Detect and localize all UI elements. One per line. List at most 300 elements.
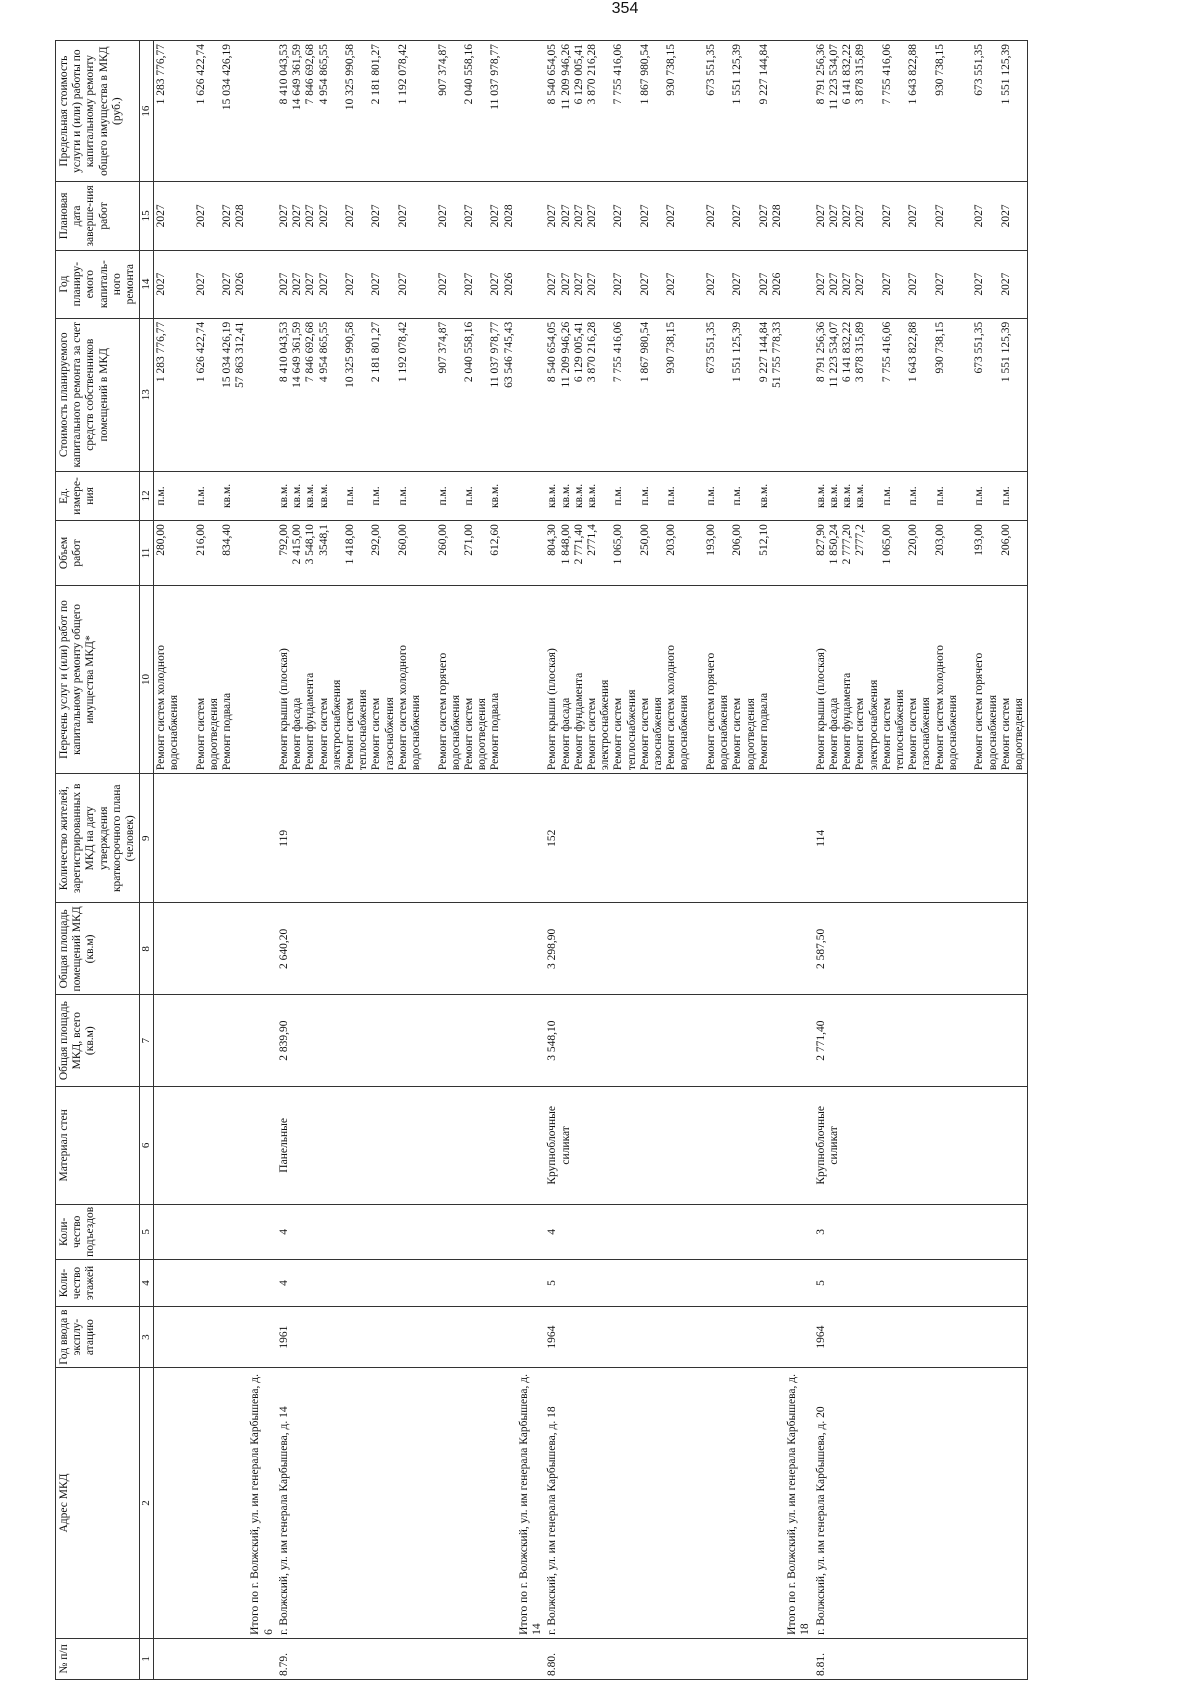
plan-date-list xyxy=(153,182,248,250)
cell-line: 4 954 865,55 xyxy=(317,321,330,383)
cell-line: 2027 xyxy=(572,272,585,296)
cell-line xyxy=(947,254,960,315)
works-list xyxy=(153,585,248,773)
table-row xyxy=(277,41,517,1680)
column-number: 6 xyxy=(140,1087,154,1205)
cell-line xyxy=(599,254,612,315)
cell-line: Ремонт подвала xyxy=(221,692,234,771)
cell-line xyxy=(868,185,881,246)
cell-line: п.м. xyxy=(907,486,920,506)
cell-line: 63 546 745,43 xyxy=(502,321,515,388)
cell-line xyxy=(652,322,665,468)
cell-line xyxy=(476,524,489,582)
cell-line: 2027 xyxy=(277,272,290,296)
area-premises: 2 640,20 xyxy=(277,903,517,995)
cell-line: 2027 xyxy=(665,272,678,296)
cell-line: 2028 xyxy=(502,204,515,228)
limit-cost-list xyxy=(153,41,248,182)
cell-line xyxy=(894,44,907,178)
unit-list xyxy=(814,471,1028,520)
total-label: Итого по г. Волжский, ул. им генерала Карбышева, д. 18 xyxy=(785,1368,813,1639)
cell-line xyxy=(960,524,973,582)
cell-line: 1 848,00 xyxy=(559,524,572,565)
column-number: 13 xyxy=(140,318,154,471)
header-cell: Год ввода в эксплу-атацию xyxy=(56,1307,140,1368)
cost-list xyxy=(814,318,1028,471)
cell-line: 7 755 416,06 xyxy=(880,44,893,105)
cell-line xyxy=(626,44,639,178)
row-number: 8.81. xyxy=(814,1638,1028,1679)
cell-line: 673 551,35 xyxy=(704,321,717,374)
cell-line: Ремонт фундамента xyxy=(572,672,585,771)
cell-line: 1 626 422,74 xyxy=(194,44,207,105)
cell-line xyxy=(745,475,758,517)
cell-line: 2026 xyxy=(502,272,515,296)
cell-line: кв.м. xyxy=(291,483,304,508)
cell-line: 8 410 043,53 xyxy=(277,44,290,105)
cell-line xyxy=(678,254,691,315)
cell-line: Ремонт систем горячего xyxy=(973,652,986,771)
cell-line: водоснабжения xyxy=(168,694,181,771)
cell-line xyxy=(331,185,344,246)
cell-line xyxy=(331,322,344,468)
cell-line xyxy=(678,322,691,468)
total-label: Итого по г. Волжский, ул. им генерала Карбышева, д. 14 xyxy=(517,1368,545,1639)
cost-list xyxy=(277,318,517,471)
cell-line: кв.м. xyxy=(317,483,330,508)
cell-line: 3 870 216,28 xyxy=(585,321,598,383)
cell-line xyxy=(410,475,423,517)
cell-line: 3548,1 xyxy=(317,524,330,556)
cell-line: 2027 xyxy=(154,204,167,228)
cell-line xyxy=(745,322,758,468)
cell-line: 6 141 832,22 xyxy=(841,321,854,383)
cell-line: Ремонт фасада xyxy=(291,697,304,771)
cell-line xyxy=(692,589,705,770)
header-row xyxy=(56,41,140,1680)
cell-line: п.м. xyxy=(462,486,475,506)
cell-line: кв.м. xyxy=(221,483,234,508)
cell-line: п.м. xyxy=(638,486,651,506)
area-total: 2 839,90 xyxy=(277,995,517,1087)
header-cell: Стоимость планируемого капитального ремонта за счет средств собственников помещений в МКД xyxy=(56,318,140,471)
address: г. Волжский, ул. им генерала Карбышева, д. 20 xyxy=(814,1368,1028,1639)
cell-line xyxy=(181,589,194,770)
cell-line xyxy=(423,589,436,770)
unit-list xyxy=(545,471,785,520)
cell-line: 2027 xyxy=(880,204,893,228)
cell-line xyxy=(692,185,705,246)
cell-line: 3 878 315,89 xyxy=(854,44,867,105)
cell-line: п.м. xyxy=(194,486,207,506)
cell-line: 804,30 xyxy=(546,524,559,556)
cell-line xyxy=(652,185,665,246)
cell-line xyxy=(208,524,221,582)
table-row xyxy=(814,41,1028,1680)
area-premises: 3 298,90 xyxy=(545,903,785,995)
cell-line xyxy=(357,322,370,468)
cell-line xyxy=(423,44,436,178)
cell-line xyxy=(384,524,397,582)
cell-line: 11 037 978,77 xyxy=(489,321,502,388)
cell-line: 673 551,35 xyxy=(704,44,717,96)
cell-line: 193,00 xyxy=(973,524,986,556)
cell-line: Ремонт крыши (плоская) xyxy=(814,648,827,771)
cell-line: 2027 xyxy=(973,272,986,296)
cell-line: 15 034 426,19 xyxy=(221,321,234,388)
header-cell: № п/п xyxy=(56,1638,140,1679)
repair-year-list xyxy=(153,250,248,318)
column-number-row xyxy=(140,41,154,1680)
floors: 5 xyxy=(814,1259,1028,1306)
cell-line: 1 850,24 xyxy=(827,524,840,565)
works-list xyxy=(814,585,1028,773)
cell-line: 2027 xyxy=(854,204,867,228)
header-cell: Плановая дата заверше-ния работ xyxy=(56,182,140,250)
cell-line xyxy=(987,475,1000,517)
cell-line: 2771,4 xyxy=(585,524,598,556)
cell-line: 3 878 315,89 xyxy=(854,321,867,383)
cell-line xyxy=(384,185,397,246)
header-cell: Год планиру-емого капиталь-ного ремонта xyxy=(56,250,140,318)
wall-material: Крупноблочные силикат xyxy=(814,1087,1028,1205)
cell-line: теплоснабжения xyxy=(625,689,638,771)
cell-line xyxy=(181,185,194,246)
cell-line: теплоснабжения xyxy=(357,689,370,771)
cell-line: электроснабжения xyxy=(599,679,612,771)
cell-line: 14 649 361,59 xyxy=(291,44,304,111)
cell-line: 9 227 144,84 xyxy=(757,44,770,105)
works-list xyxy=(277,585,517,773)
cell-line xyxy=(357,44,370,178)
cell-line xyxy=(960,185,973,246)
cell-line xyxy=(168,254,181,315)
cell-line: кв.м. xyxy=(854,483,867,508)
cell-line: 6 141 832,22 xyxy=(841,44,854,105)
header-cell: Общая площадь помещений МКД (кв.м) xyxy=(56,903,140,995)
cell-line xyxy=(208,322,221,468)
cell-line: 203,00 xyxy=(933,524,946,556)
cell-line: Ремонт систем xyxy=(854,697,867,771)
cell-line: водоснабжения xyxy=(946,694,959,771)
cell-line xyxy=(410,185,423,246)
cell-line: 7 755 416,06 xyxy=(880,321,893,383)
cell-line: 7 846 692,68 xyxy=(304,44,317,105)
cell-line: 220,00 xyxy=(907,524,920,556)
cell-line: 2777,2 xyxy=(854,524,867,556)
cell-line: кв.м. xyxy=(572,483,585,508)
cell-line: 907 374,87 xyxy=(436,44,449,96)
cell-line: 2027 xyxy=(221,204,234,228)
cell-line xyxy=(599,322,612,468)
cell-line: 930 738,15 xyxy=(665,44,678,96)
cell-line: Ремонт систем xyxy=(880,697,893,771)
cell-line xyxy=(652,524,665,582)
cell-line: 206,00 xyxy=(731,524,744,556)
cell-line xyxy=(476,254,489,315)
header-cell: Материал стен xyxy=(56,1087,140,1205)
cell-line: 673 551,35 xyxy=(973,321,986,374)
cell-line: Ремонт подвала xyxy=(489,692,502,771)
cell-line: кв.м. xyxy=(304,483,317,508)
cell-line: 1 283 776,77 xyxy=(154,44,167,105)
cell-line: 2027 xyxy=(827,272,840,296)
cell-line: 1 192 078,42 xyxy=(396,321,409,383)
cost-list xyxy=(545,318,785,471)
cell-line: водоотведения xyxy=(207,698,220,771)
cell-line: п.м. xyxy=(704,486,717,506)
cell-line: Ремонт систем xyxy=(612,697,625,771)
cell-line: Ремонт систем xyxy=(907,697,920,771)
cell-line: газоснабжения xyxy=(652,697,665,771)
cell-line xyxy=(745,254,758,315)
cell-line: 2027 xyxy=(546,272,559,296)
cell-line: 2027 xyxy=(489,272,502,296)
cell-line xyxy=(920,524,933,582)
cell-line: 2027 xyxy=(462,204,475,228)
cell-line: Ремонт крыши (плоская) xyxy=(277,648,290,771)
cell-line xyxy=(357,475,370,517)
cell-line: кв.м. xyxy=(814,483,827,508)
cell-line xyxy=(987,185,1000,246)
cell-line xyxy=(331,524,344,582)
cell-line: Ремонт систем xyxy=(344,697,357,771)
cell-line: 14 649 361,59 xyxy=(291,321,304,388)
cell-line: 1 867 980,54 xyxy=(638,44,651,105)
cell-line: 612,60 xyxy=(489,524,502,556)
cell-line: 930 738,15 xyxy=(665,321,678,374)
cell-line: 2027 xyxy=(277,204,290,228)
cell-line: 2027 xyxy=(973,204,986,228)
cell-line xyxy=(960,44,973,178)
cell-line: 2027 xyxy=(731,204,744,228)
cell-line: 260,00 xyxy=(436,524,449,556)
cell-line xyxy=(947,475,960,517)
cell-line: 834,40 xyxy=(221,524,234,556)
cell-line: 292,00 xyxy=(370,524,383,556)
cell-line xyxy=(947,524,960,582)
cell-line: 1 551 125,39 xyxy=(731,321,744,383)
cell-line xyxy=(960,254,973,315)
cell-line: 2027 xyxy=(731,272,744,296)
cell-line xyxy=(476,44,489,178)
cell-line: 51 755 778,33 xyxy=(771,321,784,388)
cell-line: 2027 xyxy=(194,272,207,296)
cell-line: п.м. xyxy=(396,486,409,506)
cell-line xyxy=(410,322,423,468)
cell-line xyxy=(652,44,665,178)
cell-line: 2027 xyxy=(344,204,357,228)
cell-line xyxy=(181,475,194,517)
header-cell: Общая площадь МКД, всего (кв.м) xyxy=(56,995,140,1087)
cell-line: 7 846 692,68 xyxy=(304,321,317,383)
cell-line xyxy=(745,44,758,178)
cell-line: 15 034 426,19 xyxy=(221,44,234,111)
column-number: 2 xyxy=(140,1368,154,1639)
cell-line: п.м. xyxy=(154,486,167,506)
cell-line: 2 777,20 xyxy=(841,524,854,565)
repair-year-list xyxy=(545,250,785,318)
cell-line xyxy=(868,254,881,315)
cell-line: 2 181 801,27 xyxy=(370,44,383,105)
cell-line: кв.м. xyxy=(827,483,840,508)
cell-line: п.м. xyxy=(933,486,946,506)
cell-line: 792,00 xyxy=(277,524,290,556)
cell-line: 2027 xyxy=(462,272,475,296)
cell-line: 1 626 422,74 xyxy=(194,321,207,383)
cell-line xyxy=(960,589,973,770)
cell-line: Ремонт фасада xyxy=(559,697,572,771)
cell-line: 1 551 125,39 xyxy=(999,44,1012,105)
page-number: 354 xyxy=(611,0,639,17)
cell-line: водоотведения xyxy=(1012,698,1025,771)
cell-line: 8 410 043,53 xyxy=(277,321,290,383)
cell-line: 2027 xyxy=(841,272,854,296)
cell-line: 2027 xyxy=(291,272,304,296)
repair-year-list xyxy=(277,250,517,318)
cell-line: 8 540 654,05 xyxy=(546,321,559,383)
cell-line: электроснабжения xyxy=(867,679,880,771)
cell-line: 2028 xyxy=(771,204,784,228)
cell-line: 2027 xyxy=(907,272,920,296)
cell-line xyxy=(947,185,960,246)
cell-line: п.м. xyxy=(999,486,1012,506)
cell-line: 2027 xyxy=(154,272,167,296)
cell-line: 2027 xyxy=(546,204,559,228)
entrances: 4 xyxy=(277,1204,517,1259)
cell-line xyxy=(331,254,344,315)
header-cell: Объем работ xyxy=(56,521,140,586)
cell-line: 1 283 776,77 xyxy=(154,321,167,383)
cell-line xyxy=(357,185,370,246)
residents: 119 xyxy=(277,774,517,903)
table-row xyxy=(153,41,248,1680)
address: г. Волжский, ул. им генерала Карбышева, д. 14 xyxy=(277,1368,517,1639)
column-number: 8 xyxy=(140,903,154,995)
cell-line: 11 037 978,77 xyxy=(489,44,502,110)
cell-line xyxy=(718,475,731,517)
total-label: Итого по г. Волжский, ул. им генерала Карбышева, д. 6 xyxy=(248,1368,276,1639)
cell-line xyxy=(894,475,907,517)
cell-line: водоотведения xyxy=(476,698,489,771)
cell-line xyxy=(384,254,397,315)
cell-line: 2027 xyxy=(757,204,770,228)
cell-line: 2027 xyxy=(757,272,770,296)
cell-line: 2027 xyxy=(291,204,304,228)
cell-line: Ремонт систем xyxy=(999,697,1012,771)
cell-line xyxy=(745,524,758,582)
cell-line xyxy=(692,475,705,517)
cell-line: 7 755 416,06 xyxy=(612,321,625,383)
cell-line: п.м. xyxy=(612,486,625,506)
cell-line xyxy=(423,254,436,315)
cell-line: кв.м. xyxy=(757,483,770,508)
cell-line: 1 418,00 xyxy=(344,524,357,565)
cell-line: 2027 xyxy=(612,272,625,296)
cell-line: 271,00 xyxy=(462,524,475,556)
cell-line: Ремонт систем холодного xyxy=(665,644,678,771)
cell-line: 2027 xyxy=(814,272,827,296)
cell-line xyxy=(718,185,731,246)
cell-line: 2 415,00 xyxy=(291,524,304,565)
cell-line: 2027 xyxy=(559,272,572,296)
table-row xyxy=(545,41,785,1680)
cell-line: 2027 xyxy=(880,272,893,296)
cell-line: 2027 xyxy=(638,272,651,296)
cell-line: 2027 xyxy=(489,204,502,228)
volume-list xyxy=(277,521,517,586)
cell-line: водоснабжения xyxy=(449,694,462,771)
cell-line xyxy=(678,475,691,517)
plan-date-list xyxy=(814,182,1028,250)
cell-line: 7 755 416,06 xyxy=(612,44,625,105)
cell-line: 57 863 312,41 xyxy=(234,321,247,388)
repair-plan-sheet xyxy=(55,40,1150,1680)
cell-line: Ремонт крыши (плоская) xyxy=(546,648,559,771)
cell-line: 10 325 990,58 xyxy=(344,44,357,111)
cell-line xyxy=(599,185,612,246)
cell-line: 1 192 078,42 xyxy=(396,44,409,105)
cell-line xyxy=(652,254,665,315)
cell-line xyxy=(947,322,960,468)
row-number: 8.79. xyxy=(277,1638,517,1679)
cell-line xyxy=(450,44,463,178)
cell-line xyxy=(450,524,463,582)
cell-line xyxy=(692,254,705,315)
cell-line: 203,00 xyxy=(665,524,678,556)
cell-line: 1 065,00 xyxy=(612,524,625,565)
cell-line xyxy=(450,475,463,517)
cell-line xyxy=(626,254,639,315)
cell-line: 8 791 256,36 xyxy=(814,44,827,105)
cell-line: теплоснабжения xyxy=(893,689,906,771)
total-row xyxy=(517,41,545,1680)
column-number: 5 xyxy=(140,1204,154,1259)
cell-line xyxy=(692,44,705,178)
cell-line: 1 643 822,88 xyxy=(907,321,920,383)
cell-line: кв.м. xyxy=(585,483,598,508)
limit-cost-list xyxy=(814,41,1028,182)
cell-line: 2027 xyxy=(436,272,449,296)
cell-line: Ремонт систем холодного xyxy=(396,644,409,771)
cell-line: газоснабжения xyxy=(920,697,933,771)
cell-line: 11 209 946,26 xyxy=(559,321,572,388)
header-cell: Перечень услуг и (или) работ по капитальному ремонту общего имущества МКД* xyxy=(56,585,140,773)
cell-line xyxy=(868,524,881,582)
cell-line: 11 223 534,07 xyxy=(827,44,840,110)
cell-line: электроснабжения xyxy=(330,679,343,771)
cell-line: водоснабжения xyxy=(986,694,999,771)
cell-line: 2027 xyxy=(396,204,409,228)
cell-line xyxy=(384,322,397,468)
cell-line xyxy=(626,322,639,468)
cell-line xyxy=(718,44,731,178)
column-number: 9 xyxy=(140,774,154,903)
cell-line: 2027 xyxy=(907,204,920,228)
cell-line: Ремонт систем холодного xyxy=(933,644,946,771)
cell-line xyxy=(208,44,221,178)
cell-line: 512,10 xyxy=(757,524,770,556)
cell-line: 2027 xyxy=(194,204,207,228)
cell-line: кв.м. xyxy=(489,483,502,508)
cell-line xyxy=(718,254,731,315)
cell-line xyxy=(181,254,194,315)
cell-line xyxy=(410,44,423,178)
cell-line xyxy=(894,185,907,246)
volume-list xyxy=(545,521,785,586)
cell-line xyxy=(357,524,370,582)
cell-line: 2027 xyxy=(221,272,234,296)
